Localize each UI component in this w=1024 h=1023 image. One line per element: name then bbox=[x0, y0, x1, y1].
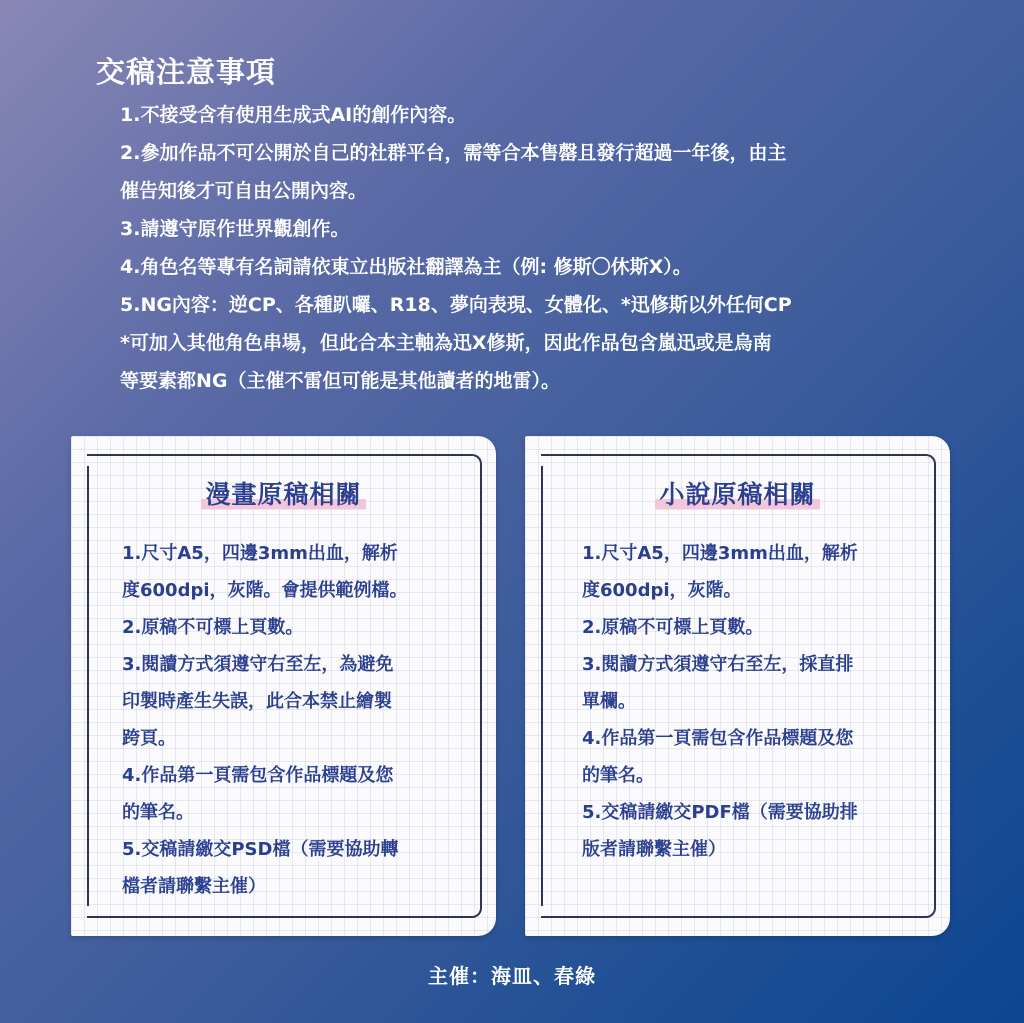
card-frame-corner bbox=[466, 454, 482, 468]
note-line: 2.參加作品不可公開於自己的社群平台，需等合本售罄且發行超過一年後，由主 bbox=[120, 142, 787, 164]
manga-guideline-line: 5.交稿請繳交PSD檔（需要協助轉 bbox=[122, 839, 399, 860]
manga-guideline-line: 2.原稿不可標上頁數。 bbox=[122, 617, 304, 638]
manga-guideline-line: 的筆名。 bbox=[122, 802, 194, 823]
organizers-credit: 主催：海皿、春綠 bbox=[428, 964, 596, 988]
note-line: 3.請遵守原作世界觀創作。 bbox=[120, 218, 350, 240]
note-line: 4.角色名等專有名詞請依東立出版社翻譯為主（例: 修斯〇休斯X）。 bbox=[120, 256, 692, 278]
manga-card-title bbox=[71, 478, 496, 512]
note-line: 催告知後才可自由公開內容。 bbox=[120, 180, 368, 202]
note-line: 1.不接受含有使用生成式AI的創作內容。 bbox=[120, 104, 467, 126]
card-frame-corner bbox=[920, 904, 936, 918]
card-frame-corner bbox=[920, 454, 936, 468]
card-frame-bottom bbox=[87, 916, 466, 918]
novel-card-title bbox=[525, 478, 950, 512]
card-frame-right bbox=[480, 466, 482, 906]
manga-guidelines-card bbox=[71, 436, 496, 936]
novel-guideline-line: 度600dpi，灰階。 bbox=[582, 580, 742, 601]
card-frame-corner bbox=[466, 904, 482, 918]
novel-guideline-line: 版者請聯繫主催） bbox=[582, 839, 726, 860]
novel-guideline-line: 2.原稿不可標上頁數。 bbox=[582, 617, 764, 638]
novel-guideline-line: 5.交稿請繳交PDF檔（需要協助排 bbox=[582, 802, 858, 823]
note-line: *可加入其他角色串場，但此合本主軸為迅X修斯，因此作品包含嵐迅或是烏南 bbox=[120, 332, 772, 354]
note-line: 等要素都NG（主催不雷但可能是其他讀者的地雷）。 bbox=[120, 370, 560, 392]
card-frame-bottom bbox=[541, 916, 920, 918]
manga-guideline-line: 1.尺寸A5，四邊3mm出血，解析 bbox=[122, 543, 398, 564]
novel-guidelines-list bbox=[582, 535, 922, 868]
submission-notes-list bbox=[120, 96, 920, 400]
manga-guideline-line: 4.作品第一頁需包含作品標題及您 bbox=[122, 765, 394, 786]
novel-guideline-line: 4.作品第一頁需包含作品標題及您 bbox=[582, 728, 854, 749]
note-line: 5.NG內容：逆CP、各種趴囉、R18、夢向表現、女體化、*迅修斯以外任何CP bbox=[120, 294, 792, 316]
manga-guideline-line: 3.閱讀方式須遵守右至左，為避免 bbox=[122, 654, 394, 675]
manga-guideline-line: 度600dpi，灰階。會提供範例檔。 bbox=[122, 580, 408, 601]
card-frame-top bbox=[541, 454, 920, 456]
manga-guideline-line: 檔者請聯繫主催） bbox=[122, 876, 266, 897]
manga-guideline-line: 跨頁。 bbox=[122, 728, 176, 749]
card-frame-left bbox=[541, 466, 543, 906]
novel-guideline-line: 3.閱讀方式須遵守右至左，採直排 bbox=[582, 654, 854, 675]
novel-guideline-line: 的筆名。 bbox=[582, 765, 654, 786]
card-frame-right bbox=[934, 466, 936, 906]
novel-card-title-text: 小說原稿相關 bbox=[655, 478, 819, 512]
page-heading: 交稿注意事項 bbox=[96, 55, 277, 89]
novel-guideline-line: 單欄。 bbox=[582, 691, 636, 712]
novel-guideline-line: 1.尺寸A5，四邊3mm出血，解析 bbox=[582, 543, 858, 564]
manga-guidelines-list bbox=[122, 535, 462, 905]
manga-card-title-text: 漫畫原稿相關 bbox=[201, 478, 365, 512]
card-frame-top bbox=[87, 454, 466, 456]
manga-guideline-line: 印製時產生失誤，此合本禁止繪製 bbox=[122, 691, 392, 712]
card-frame-left bbox=[87, 466, 89, 906]
novel-guidelines-card bbox=[525, 436, 950, 936]
